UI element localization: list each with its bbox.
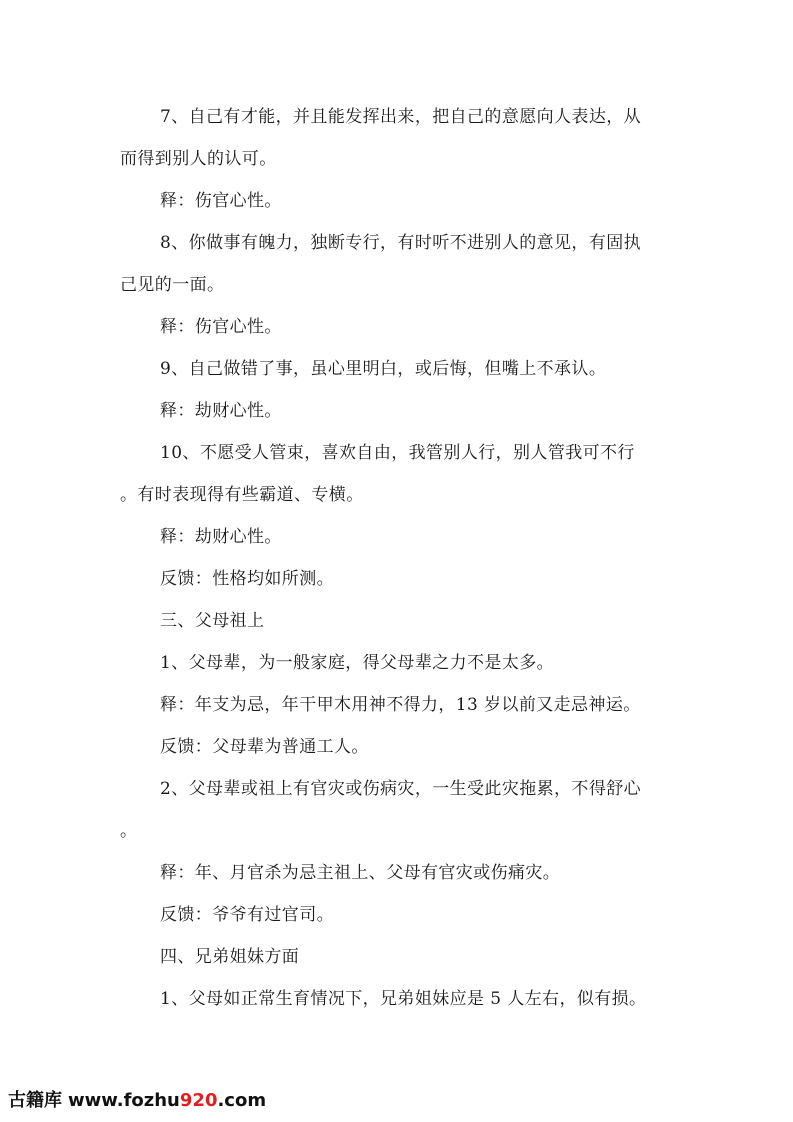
text-line: 释：年支为忌，年干甲木用神不得力，13 岁以前又走忌神运。 <box>160 695 641 715</box>
text-line: 己见的一面。 <box>120 275 225 295</box>
footer-url-number: 920 <box>179 1090 218 1111</box>
text-line: 10、不愿受人管束，喜欢自由，我管别人行，别人管我可不行 <box>160 443 635 463</box>
text-line: 而得到别人的认可。 <box>120 149 277 169</box>
text-line: 。 <box>120 821 138 841</box>
text-line: 9、自己做错了事，虽心里明白，或后悔，但嘴上不承认。 <box>160 359 607 379</box>
text-line: 释：年、月官杀为忌主祖上、父母有官灾或伤痛灾。 <box>160 863 561 883</box>
text-line: 反馈：父母辈为普通工人。 <box>160 737 369 757</box>
text-line: 2、父母辈或祖上有官灾或伤病灾，一生受此灾拖累，不得舒心 <box>160 779 642 799</box>
footer-url-prefix: www.fozhu <box>68 1090 180 1111</box>
text-line: 7、自己有才能，并且能发挥出来，把自己的意愿向人表达，从 <box>160 107 642 127</box>
footer-url-suffix: .com <box>217 1090 267 1111</box>
footer-brand: 古籍库 <box>8 1090 62 1111</box>
text-line: 1、父母辈，为一般家庭，得父母辈之力不是太多。 <box>160 653 555 673</box>
text-line: 反馈：爷爷有过官司。 <box>160 905 334 925</box>
text-line: 1、父母如正常生育情况下，兄弟姐妹应是 5 人左右，似有损。 <box>160 989 647 1009</box>
text-line: 释：劫财心性。 <box>160 401 282 421</box>
text-line: 释：伤官心性。 <box>160 317 282 337</box>
text-line: 反馈：性格均如所测。 <box>160 569 334 589</box>
text-line: 8、你做事有魄力，独断专行，有时听不进别人的意见，有固执 <box>160 233 642 253</box>
text-line: 释：劫财心性。 <box>160 527 282 547</box>
footer-watermark <box>8 1088 266 1114</box>
text-line: 。有时表现得有些霸道、专横。 <box>120 485 364 505</box>
text-line: 释：伤官心性。 <box>160 191 282 211</box>
section-heading: 三、父母祖上 <box>160 611 265 631</box>
section-heading: 四、兄弟姐妹方面 <box>160 947 300 967</box>
